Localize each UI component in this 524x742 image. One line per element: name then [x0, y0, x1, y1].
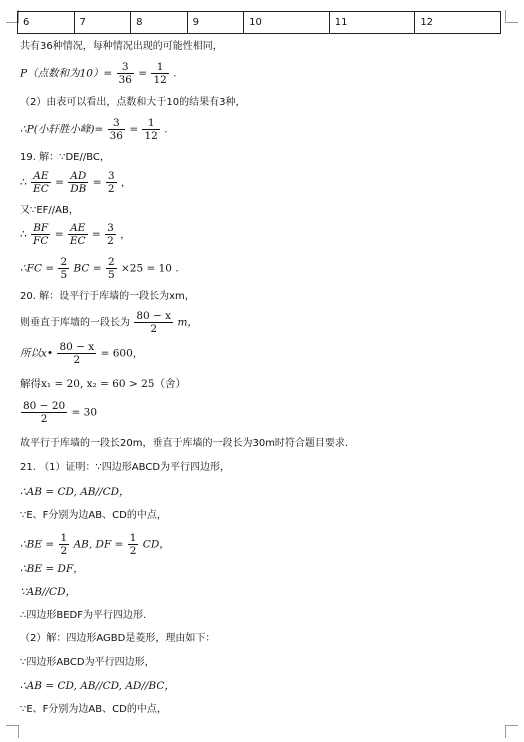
numerator: 1: [142, 117, 159, 130]
denominator: FC: [33, 235, 49, 248]
numerator: 3: [107, 222, 114, 234]
numerator: 80 − x: [136, 310, 172, 322]
equals-sign: =: [54, 228, 64, 241]
table-cell: 11: [329, 12, 415, 34]
formula-line: ∴AB = CD, AB//CD，: [20, 486, 130, 498]
therefore-symbol: ∴: [20, 228, 27, 241]
numerator: 3: [107, 170, 115, 182]
text-line: ∵E、F分别为边AB、CD的中点，: [20, 510, 167, 521]
formula-line: ∵AB//CD，: [20, 586, 77, 598]
table-cell: 9: [187, 12, 244, 34]
fraction: [134, 310, 173, 335]
text-line: 又∵EF//AB，: [20, 205, 79, 216]
equals-sign: =: [91, 228, 101, 241]
numerator: 80 − x: [59, 341, 95, 353]
fraction: [59, 532, 70, 557]
formula-result: ×25 = 10 .: [120, 262, 179, 275]
fraction: [106, 256, 117, 281]
table-row: [18, 12, 501, 34]
text-line: ∴四边形BEDF为平行四边形.: [20, 610, 147, 621]
formula-line: [20, 341, 143, 366]
period: .: [173, 67, 177, 80]
text-line: 共有36种情况，每种情况出现的可能性相同，: [20, 41, 223, 52]
formula-left: P（点数和为10）=: [20, 67, 113, 80]
numerator: BF: [31, 222, 50, 235]
table-cell: 8: [131, 12, 188, 34]
formula-result: = 30: [71, 406, 98, 419]
formula-result: = 600，: [100, 347, 144, 360]
crop-mark-top-right: [505, 10, 518, 23]
formula-left: ∴BE =: [20, 538, 55, 551]
unit: m，: [177, 316, 198, 329]
fraction: [106, 170, 117, 195]
table-cell: 12: [415, 12, 501, 34]
question-21-heading: 21. （1）证明：∵四边形ABCD为平行四边形，: [20, 462, 231, 473]
equals-sign: =: [129, 123, 139, 136]
denominator: 2: [150, 323, 158, 336]
formula-left: ∴P(小轩胜小峰)=: [20, 123, 104, 136]
fraction: [31, 222, 50, 247]
numerator: 3: [108, 117, 125, 130]
crop-mark-bottom-right: [505, 725, 518, 738]
denominator: 12: [153, 74, 167, 87]
denominator: 5: [107, 269, 115, 282]
formula-line: [20, 310, 198, 335]
numerator: 1: [151, 61, 168, 74]
formula-middle: AB, DF =: [73, 538, 124, 551]
formula-line: [20, 222, 131, 247]
table-cell: 7: [74, 12, 131, 34]
probability-formula: [20, 117, 168, 142]
period: .: [164, 123, 168, 136]
numerator: 2: [60, 256, 68, 268]
denominator: 2: [60, 545, 68, 558]
equals-sign: =: [92, 176, 102, 189]
formula-middle: BC =: [73, 262, 102, 275]
text-line: ∵E、F分别为边AB、CD的中点，: [20, 704, 167, 715]
fraction: [31, 170, 51, 195]
fraction: [108, 117, 125, 142]
numerator: 80 − 20: [23, 400, 66, 412]
denominator: 36: [118, 74, 132, 87]
denominator: 36: [109, 130, 123, 143]
comma: ，: [120, 228, 131, 241]
formula-line: ∴BE = DF，: [20, 563, 84, 575]
fraction: [142, 117, 159, 142]
text-line: ∵四边形ABCD为平行四边形，: [20, 657, 155, 668]
therefore-symbol: ∴: [20, 176, 27, 189]
formula-end: CD，: [142, 538, 170, 551]
fraction: [105, 222, 116, 247]
denominator: 2: [107, 235, 114, 248]
denominator: 2: [40, 413, 48, 426]
crop-mark-bottom-left: [6, 725, 19, 738]
probability-formula: [20, 61, 177, 86]
fraction: [128, 532, 139, 557]
fraction: [68, 222, 88, 247]
denominator: EC: [33, 183, 49, 196]
text-line: （2）由表可以看出，点数和大于10的结果有3种，: [20, 97, 246, 108]
denominator: 5: [60, 269, 68, 282]
numerator: 1: [129, 532, 137, 544]
fraction: [117, 61, 134, 86]
numerator: 3: [117, 61, 134, 74]
formula-line: ∴AB = CD, AB//CD, AD//BC，: [20, 680, 175, 692]
denominator: 2: [129, 545, 137, 558]
denominator: EC: [69, 235, 86, 248]
fraction: [21, 400, 67, 425]
denominator: 2: [73, 354, 81, 367]
fraction: [151, 61, 168, 86]
formula-line: 解得x₁ = 20, x₂ = 60 > 25（舍）: [20, 378, 186, 390]
numerator: 1: [60, 532, 68, 544]
denominator: 12: [144, 130, 158, 143]
text-segment: 则垂直于库墙的一段长为: [20, 317, 130, 329]
numerator: AE: [31, 170, 51, 183]
text-line: （2）解：四边形AGBD是菱形，理由如下：: [20, 633, 216, 644]
denominator: 2: [107, 183, 115, 196]
equals-sign: =: [138, 67, 148, 80]
text-line: 故平行于库墙的一段长20m，垂直于库墙的一段长为30m时符合题目要求.: [20, 438, 349, 449]
formula-line: [20, 400, 97, 425]
table-cell: 10: [244, 12, 330, 34]
question-19-heading: 19. 解：∵DE//BC，: [20, 152, 110, 163]
numerator: AD: [68, 170, 88, 183]
question-20-heading: 20. 解：设平行于库墙的一段长为xm，: [20, 291, 195, 302]
equals-sign: =: [55, 176, 64, 189]
formula-line: [20, 256, 179, 281]
formula-left: ∴FC =: [20, 262, 55, 275]
fraction: [68, 170, 88, 195]
sum-table-last-row: [17, 11, 501, 34]
numerator: 2: [107, 256, 115, 268]
text-segment: 所以x•: [20, 347, 54, 360]
fraction: [57, 341, 96, 366]
formula-line: [20, 532, 170, 557]
numerator: AE: [68, 222, 88, 235]
table-cell: 6: [18, 12, 75, 34]
comma: ，: [120, 176, 132, 189]
formula-line: [20, 170, 131, 195]
fraction: [58, 256, 69, 281]
denominator: DB: [70, 183, 87, 196]
